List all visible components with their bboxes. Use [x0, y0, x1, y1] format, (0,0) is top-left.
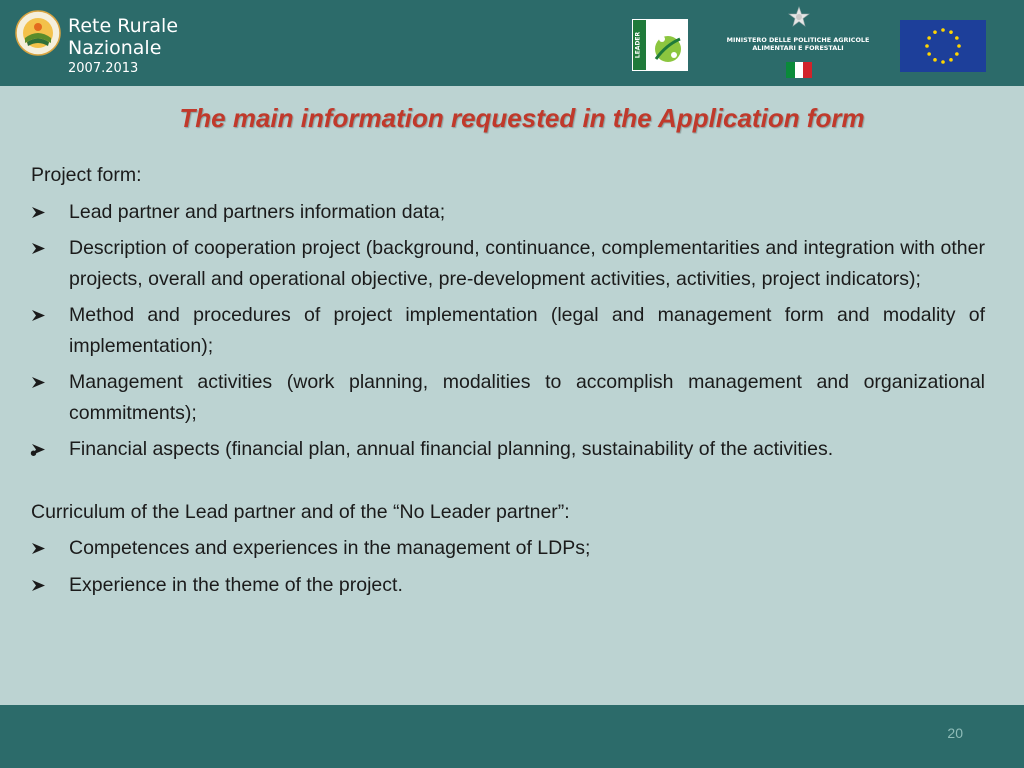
section-spacer: [31, 465, 985, 497]
org-name: [68, 15, 178, 77]
rrn-logo-icon: [15, 10, 61, 56]
ministry-line1: MINISTERO DELLE POLITICHE AGRICOLE: [726, 36, 870, 44]
eu-star-icon: [941, 60, 945, 64]
eu-flag-icon: [900, 20, 986, 72]
stray-bullet-dot: •: [30, 443, 38, 465]
list-item: [31, 197, 985, 228]
org-name-line2: Nazionale: [68, 37, 162, 59]
list-item-text: Experience in the theme of the project.: [69, 573, 403, 596]
leader-logo-icon: [632, 19, 688, 71]
eu-star-icon: [925, 44, 929, 48]
org-name-line1: Rete Rurale: [68, 15, 179, 37]
arrow-bullet-icon: [31, 206, 46, 219]
arrow-bullet-icon: [31, 242, 46, 255]
list-item-text: Lead partner and partners information data;: [69, 200, 446, 223]
slide-header: [0, 0, 1024, 86]
eu-star-icon: [927, 52, 931, 56]
eu-star-icon: [955, 36, 959, 40]
eu-star-icon: [933, 58, 937, 62]
slide-body: [31, 160, 985, 600]
page-number: 20: [947, 725, 963, 741]
list-item-text: Management activities (work planning, modalities to accomplish management and organizational commitments);: [69, 371, 985, 424]
arrow-bullet-icon: [31, 542, 46, 555]
list-item-text: Method and procedures of project implementation (legal and management form and modality of implementation);: [69, 304, 985, 357]
list-item: [31, 434, 985, 465]
section-label-project-form: Project form:: [31, 164, 142, 186]
ministry-name: [708, 36, 888, 52]
org-period: 2007.2013: [68, 61, 139, 76]
arrow-bullet-icon: [31, 376, 46, 389]
arrow-bullet-icon: [31, 309, 46, 322]
project-form-list: [31, 197, 985, 465]
republic-emblem-icon: [788, 6, 810, 28]
list-item-text: Competences and experiences in the management of LDPs;: [69, 537, 591, 559]
list-item: [31, 367, 985, 428]
arrow-bullet-icon: [31, 579, 46, 592]
list-item: [31, 570, 985, 601]
eu-star-icon: [957, 44, 961, 48]
section-label-curriculum: Curriculum of the Lead partner and of the “No Leader partner”:: [31, 500, 570, 523]
slide-title: The main information requested in the Application form: [179, 103, 865, 133]
list-item: [31, 233, 985, 294]
eu-star-icon: [955, 52, 959, 56]
list-item-text: Financial aspects (financial plan, annual financial planning, sustainability of the activities.: [69, 438, 834, 460]
ministry-line2: ALIMENTARI E FORESTALI: [752, 44, 844, 52]
slide-footer: [0, 705, 1024, 768]
eu-star-icon: [949, 58, 953, 62]
eu-star-icon: [927, 36, 931, 40]
eu-star-icon: [949, 30, 953, 34]
eu-star-icon: [933, 30, 937, 34]
list-item: [31, 300, 985, 361]
italian-flag-icon: [786, 62, 812, 78]
svg-text:LEADER: LEADER: [634, 31, 642, 59]
curriculum-list: [31, 533, 985, 600]
list-item: [31, 533, 985, 564]
list-item-text: Description of cooperation project (background, continuance, complementarities and integration with other projects, overall and operational objective, pre-development activities, activities, project indicators);: [69, 237, 985, 290]
eu-star-icon: [941, 28, 945, 32]
